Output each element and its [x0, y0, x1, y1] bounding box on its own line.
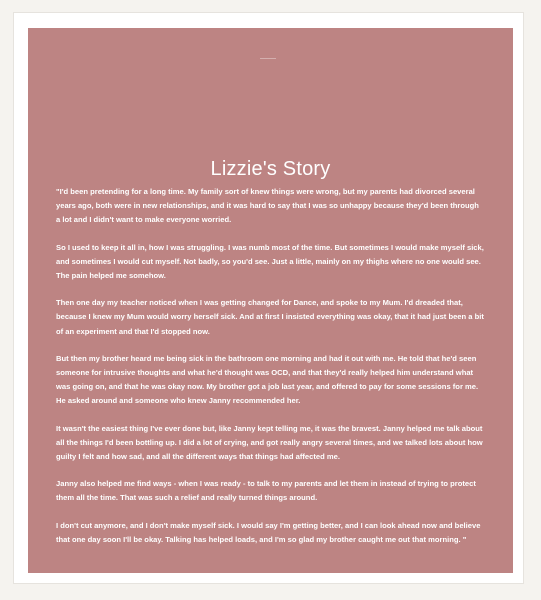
story-paragraph: "I'd been pretending for a long time. My family sort of knew things were wrong, but my parents had divorced several years ago, both were in new relationships, and it was hard to say that I was so unhappy because they'd been through a lot and I didn't want to make everyone worried. [56, 187, 479, 225]
story-title: Lizzie's Story [210, 158, 331, 180]
story-paragraph: Janny also helped me find ways - when I was ready - to talk to my parents and let them in instead of trying to protect them all the time. That was such a relief and really turned things around. [56, 479, 476, 503]
story-paragraph: So I used to keep it all in, how I was struggling. I was numb most of the time. But sometimes I would make myself sick, and sometimes I would cut myself. Not badly, so you'd see. Just a little, mainly on my thighs where no one would see. The pain helped me somehow. [56, 242, 484, 281]
story-card [28, 28, 513, 573]
story-paragraph: I don't cut anymore, and I don't make myself sick. I would say I'm getting better, and I can look ahead now and believe that one day soon I'll be okay. Talking has helped loads, and I'm so glad my brother caught me out that morning. " [56, 520, 481, 544]
story-body [56, 185, 485, 547]
story-paragraph: Then one day my teacher noticed when I was getting changed for Dance, and spoke to my Mum. I'd dreaded that, because I knew my Mum would worry herself sick. And at first I insisted everything was okay, that it had just been a bit of an experiment and that I'd stopped now. [56, 298, 484, 336]
story-paragraph: It wasn't the easiest thing I've ever done but, like Janny kept telling me, it was the bravest. Janny helped me talk about all the things I'd been bottling up. I did a lot of crying, and got really angry several times, and we talked lots about how guilty I felt and how sad, and all the different ways that things had affected me. [56, 423, 483, 462]
story-paragraph: But then my brother heard me being sick in the bathroom one morning and had it out with me. He told that he'd seen someone for intrusive thoughts and what he'd thought was OCD, and that they'd really helped him understand what was going on, and that he was okay now. My brother got a job last year, and offered to pay for some sessions for me. He asked around and someone who knew Janny recommended her. [56, 353, 479, 406]
decorative-divider [260, 58, 276, 59]
